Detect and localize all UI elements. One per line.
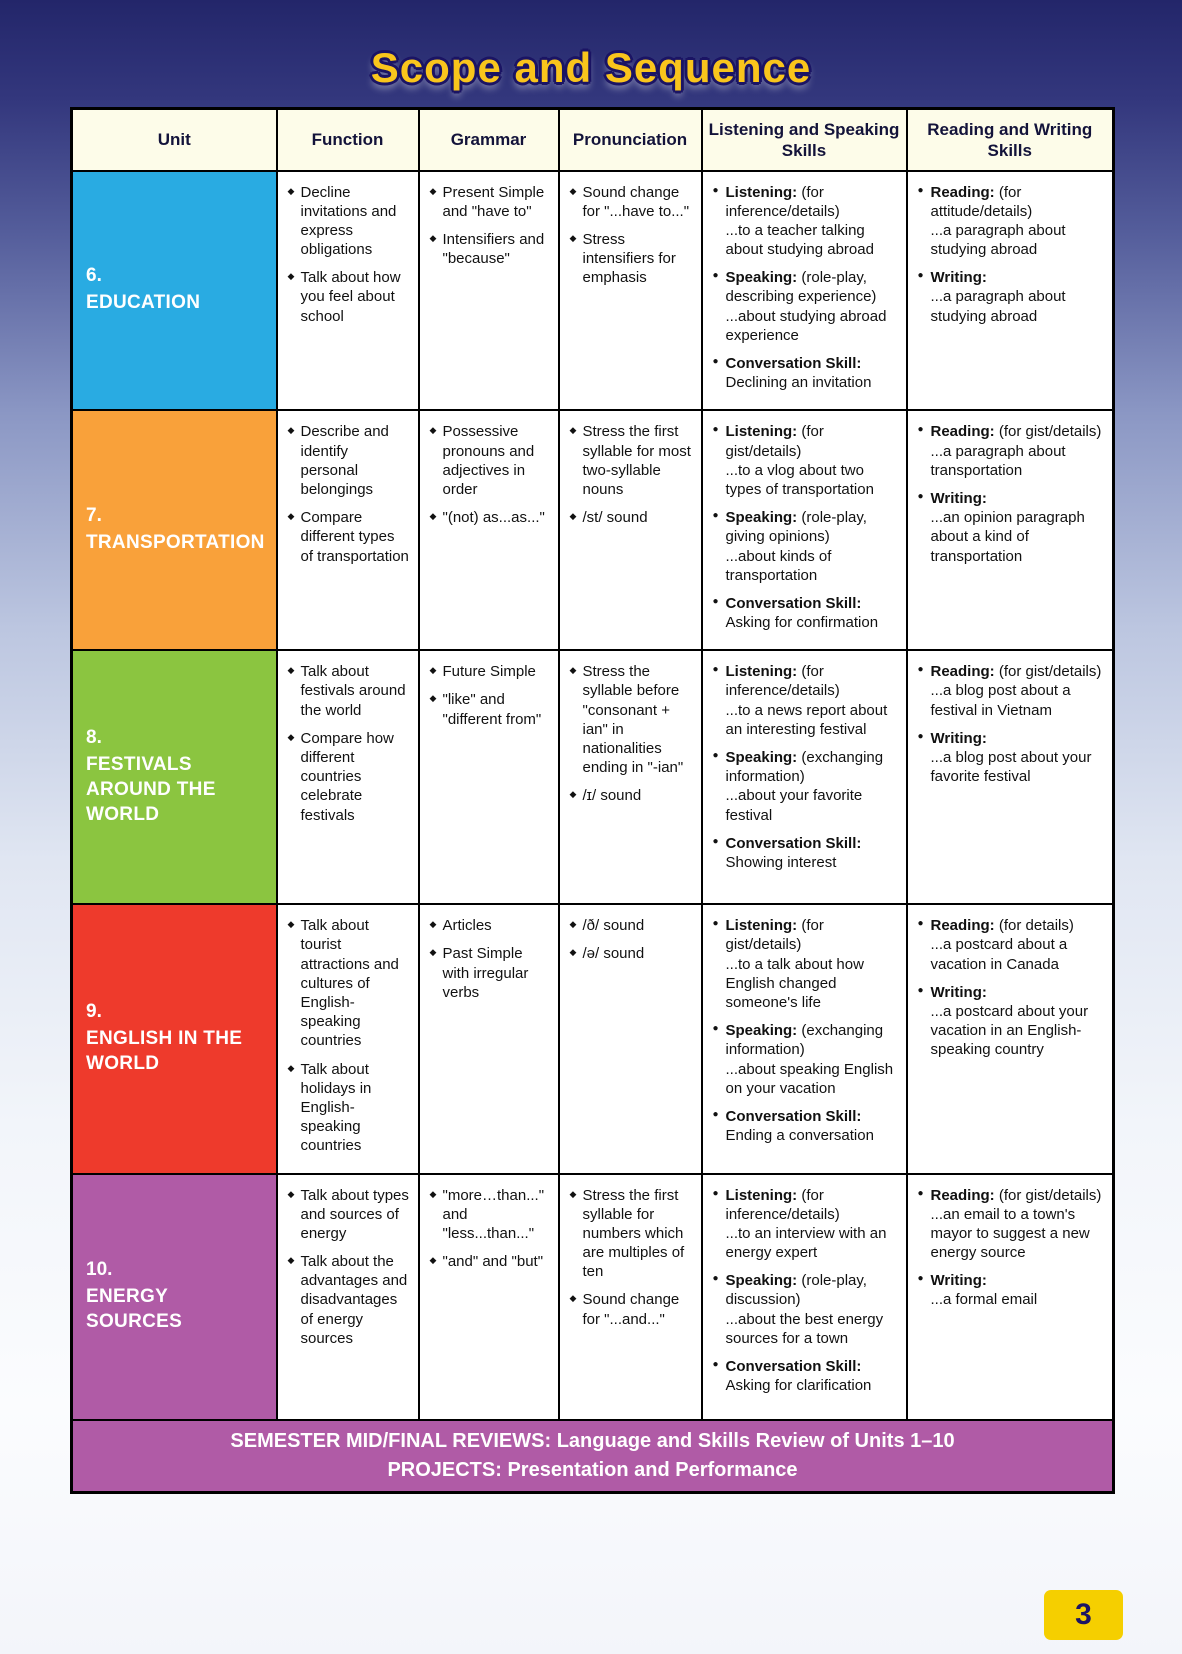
bullet-text: Stress intensifiers for emphasis xyxy=(582,230,676,287)
diamond-bullet-icon: ◆ xyxy=(429,665,437,676)
bullet-item xyxy=(288,183,410,260)
dot-bullet-icon: ● xyxy=(712,510,719,522)
skill-item xyxy=(918,1186,1105,1263)
bullet-text: /ð/ sound xyxy=(582,917,645,935)
unit-row xyxy=(72,650,1114,904)
diamond-bullet-icon: ◆ xyxy=(569,511,577,522)
skill-body: Showing interest xyxy=(725,853,837,871)
skill-item xyxy=(713,662,898,739)
bullet-text: Possessive pronouns and adjectives in order xyxy=(442,423,535,498)
skill-label: Conversation Skill: xyxy=(725,1107,862,1125)
diamond-bullet-icon: ◆ xyxy=(287,665,295,676)
col-header-listening-speaking: Listening and Speaking Skills xyxy=(702,109,907,171)
skill-body: Declining an invitation xyxy=(725,374,872,392)
dot-bullet-icon: ● xyxy=(712,750,719,761)
skill-item xyxy=(713,422,898,499)
bullet-text: Talk about the advantages and disadvantages of energy sources xyxy=(300,1253,408,1347)
skill-label: Listening: xyxy=(725,917,802,935)
skill-body: ...a paragraph about transportation xyxy=(930,442,1066,479)
skill-label: Speaking: xyxy=(725,509,802,527)
unit-name: TRANSPORTATION xyxy=(86,532,265,554)
skill-item xyxy=(918,729,1105,787)
skill-item xyxy=(713,1186,898,1263)
diamond-bullet-icon: ◆ xyxy=(429,425,437,436)
diamond-bullet-icon: ◆ xyxy=(429,1188,437,1199)
bullet-text: Future Simple xyxy=(442,663,536,681)
function-cell xyxy=(277,1174,419,1420)
dot-bullet-icon: ● xyxy=(712,1023,719,1035)
diamond-bullet-icon: ◆ xyxy=(287,919,295,930)
skill-body: ...a blog post about a festival in Vietnam xyxy=(930,682,1071,719)
diamond-bullet-icon: ◆ xyxy=(569,232,577,243)
skill-item xyxy=(713,1021,898,1098)
function-cell xyxy=(277,171,419,411)
unit-row xyxy=(72,410,1114,650)
skill-label: Reading: xyxy=(930,183,999,201)
bullet-item xyxy=(430,230,550,268)
unit-name: FESTIVALS AROUND THE WORLD xyxy=(86,754,216,826)
skill-item xyxy=(713,748,898,825)
reading-writing-cell xyxy=(907,650,1114,904)
bullet-item xyxy=(288,1060,410,1156)
diamond-bullet-icon: ◆ xyxy=(569,185,577,196)
dot-bullet-icon: ● xyxy=(712,1273,719,1285)
skill-body: ...a postcard about your vacation in an English-speaking country xyxy=(930,1003,1089,1059)
skill-intro: (for details) xyxy=(998,917,1074,935)
skill-item xyxy=(918,983,1105,1060)
skill-body: Ending a conversation xyxy=(725,1127,874,1145)
bullet-item xyxy=(288,422,410,499)
bullet-item xyxy=(288,729,410,825)
dot-bullet-icon: ● xyxy=(712,595,719,607)
bullet-item xyxy=(570,183,693,221)
dot-bullet-icon: ● xyxy=(712,184,719,196)
bullet-text: Sound change for "...and..." xyxy=(582,1291,680,1328)
skill-item xyxy=(713,183,898,260)
page-title: Scope and Sequence xyxy=(370,44,812,91)
skill-intro: (for gist/details) xyxy=(725,917,824,954)
reading-writing-cell xyxy=(907,904,1114,1173)
skill-item xyxy=(918,268,1105,326)
skill-label: Conversation Skill: xyxy=(725,1358,862,1375)
bullet-text: "like" and "different from" xyxy=(442,691,542,728)
bullet-text: Past Simple with irregular verbs xyxy=(442,945,529,1001)
bullet-item xyxy=(288,1186,410,1244)
review-row xyxy=(72,1420,1114,1493)
unit-row xyxy=(72,171,1114,411)
dot-bullet-icon: ● xyxy=(917,1273,924,1285)
dot-bullet-icon: ● xyxy=(712,424,719,436)
bullet-item xyxy=(570,422,693,499)
skill-item xyxy=(713,834,898,872)
diamond-bullet-icon: ◆ xyxy=(569,947,577,958)
dot-bullet-icon: ● xyxy=(712,918,719,930)
bullet-item xyxy=(430,662,550,681)
diamond-bullet-icon: ◆ xyxy=(429,919,437,930)
skill-label: Listening: xyxy=(725,663,802,681)
skill-label: Speaking: xyxy=(725,749,802,766)
pronunciation-cell xyxy=(559,904,702,1173)
semester-review-banner xyxy=(72,1420,1114,1493)
bullet-item xyxy=(430,1186,550,1244)
grammar-cell xyxy=(419,650,559,904)
function-cell xyxy=(277,650,419,904)
skill-intro: (role-play, describing experience) xyxy=(725,269,877,306)
dot-bullet-icon: ● xyxy=(917,730,924,742)
skill-item xyxy=(918,1271,1105,1309)
skill-label: Reading: xyxy=(930,423,999,441)
skill-body: ...to a teacher talking about studying abroad xyxy=(725,221,874,259)
skill-body: ...an email to a town's mayor to suggest a new energy source xyxy=(930,1205,1090,1262)
skill-body: ...a paragraph about studying abroad xyxy=(930,221,1066,259)
skill-item xyxy=(713,916,898,1012)
bullet-item xyxy=(570,944,693,963)
skill-label: Reading: xyxy=(930,1186,999,1204)
skill-label: Conversation Skill: xyxy=(725,594,862,612)
bullet-text: "and" and "but" xyxy=(442,1253,544,1271)
diamond-bullet-icon: ◆ xyxy=(287,425,295,436)
skill-intro: (for inference/details) xyxy=(725,1186,840,1223)
dot-bullet-icon: ● xyxy=(917,424,924,436)
bullet-text: /st/ sound xyxy=(582,509,648,527)
col-header-unit: Unit xyxy=(72,109,277,171)
pronunciation-cell xyxy=(559,171,702,411)
skill-label: Reading: xyxy=(930,663,999,681)
diamond-bullet-icon: ◆ xyxy=(287,1255,295,1266)
listening-speaking-cell xyxy=(702,410,907,650)
grammar-cell xyxy=(419,1174,559,1420)
bullet-text: Stress the first syllable for most two-syllable nouns xyxy=(582,423,691,498)
skill-item xyxy=(713,1357,898,1395)
skill-label: Conversation Skill: xyxy=(725,355,862,372)
unit-cell xyxy=(72,1174,277,1420)
skill-body: ...about the best energy sources for a town xyxy=(725,1310,884,1347)
skill-body: ...to an interview with an energy expert xyxy=(725,1224,887,1262)
skill-body: ...to a talk about how English changed someone's life xyxy=(725,955,864,1011)
skill-intro: (exchanging information) xyxy=(725,1022,884,1059)
bullet-item xyxy=(288,508,410,566)
skill-item xyxy=(713,1271,898,1348)
bullet-item xyxy=(430,422,550,499)
bullet-item xyxy=(288,662,410,720)
diamond-bullet-icon: ◆ xyxy=(569,1293,577,1304)
skill-item xyxy=(713,508,898,585)
bullet-text: Articles xyxy=(442,917,492,935)
skill-intro: (for gist/details) xyxy=(998,663,1102,681)
skill-body: ...about your favorite festival xyxy=(725,787,863,824)
skill-intro: (role-play, giving opinions) xyxy=(725,509,867,546)
scope-sequence-table xyxy=(70,107,1115,1494)
reading-writing-cell xyxy=(907,1174,1114,1420)
skill-body: ...about speaking English on your vacation xyxy=(725,1060,894,1097)
pronunciation-cell xyxy=(559,650,702,904)
skill-label: Speaking: xyxy=(725,1022,802,1040)
diamond-bullet-icon: ◆ xyxy=(569,665,577,676)
skill-intro: (for attitude/details) xyxy=(930,183,1033,220)
dot-bullet-icon: ● xyxy=(712,835,719,847)
dot-bullet-icon: ● xyxy=(917,918,924,930)
skill-label: Listening: xyxy=(725,1186,802,1204)
skill-label: Writing: xyxy=(930,269,987,287)
dot-bullet-icon: ● xyxy=(917,490,924,502)
dot-bullet-icon: ● xyxy=(917,184,924,196)
function-cell xyxy=(277,904,419,1173)
listening-speaking-cell xyxy=(702,1174,907,1420)
listening-speaking-cell xyxy=(702,904,907,1173)
skill-body: ...an opinion paragraph about a kind of transportation xyxy=(930,509,1085,565)
bullet-text: Compare how different countries celebrate festivals xyxy=(300,729,394,824)
skill-item xyxy=(918,489,1105,566)
bullet-item xyxy=(288,268,410,326)
listening-speaking-cell xyxy=(702,650,907,904)
dot-bullet-icon: ● xyxy=(917,664,924,676)
skill-item xyxy=(918,662,1105,720)
diamond-bullet-icon: ◆ xyxy=(287,511,295,522)
dot-bullet-icon: ● xyxy=(712,1108,719,1120)
bullet-text: Talk about how you feel about school xyxy=(300,269,401,325)
unit-cell xyxy=(72,410,277,650)
diamond-bullet-icon: ◆ xyxy=(287,271,295,282)
skill-body: ...about kinds of transportation xyxy=(725,547,832,584)
skill-label: Conversation Skill: xyxy=(725,834,862,852)
diamond-bullet-icon: ◆ xyxy=(569,789,577,800)
dot-bullet-icon: ● xyxy=(917,1187,924,1199)
unit-name: EDUCATION xyxy=(86,292,201,314)
skill-label: Writing: xyxy=(930,489,987,507)
bullet-text: Intensifiers and "because" xyxy=(442,230,545,268)
dot-bullet-icon: ● xyxy=(712,1359,719,1370)
bullet-item xyxy=(570,662,693,777)
diamond-bullet-icon: ◆ xyxy=(287,185,295,196)
diamond-bullet-icon: ◆ xyxy=(287,1062,295,1073)
skill-intro: (for gist/details) xyxy=(998,1186,1102,1204)
diamond-bullet-icon: ◆ xyxy=(569,1188,577,1199)
diamond-bullet-icon: ◆ xyxy=(287,1188,295,1199)
header-row xyxy=(72,109,1114,171)
grammar-cell xyxy=(419,904,559,1173)
diamond-bullet-icon: ◆ xyxy=(429,511,437,522)
unit-row xyxy=(72,904,1114,1173)
bullet-item xyxy=(430,1252,550,1271)
skill-body: ...a paragraph about studying abroad xyxy=(930,288,1066,325)
skill-intro: (for inference/details) xyxy=(725,183,840,220)
bullet-text: Present Simple and "have to" xyxy=(442,183,545,220)
skill-item xyxy=(713,594,898,632)
diamond-bullet-icon: ◆ xyxy=(429,693,437,704)
unit-cell xyxy=(72,904,277,1173)
skill-intro: (exchanging information) xyxy=(725,749,884,786)
dot-bullet-icon: ● xyxy=(712,270,719,282)
projects-line: PROJECTS: Presentation and Performance xyxy=(387,1458,798,1481)
skill-intro: (for inference/details) xyxy=(725,663,840,700)
grammar-cell xyxy=(419,171,559,411)
skill-body: ...a formal email xyxy=(930,1291,1038,1309)
unit-cell xyxy=(72,650,277,904)
skill-item xyxy=(713,1107,898,1145)
bullet-text: Talk about holidays in English-speaking countries xyxy=(300,1060,372,1155)
skill-item xyxy=(918,916,1105,974)
grammar-cell xyxy=(419,410,559,650)
function-cell xyxy=(277,410,419,650)
page-number: 3 xyxy=(1075,1598,1092,1631)
diamond-bullet-icon: ◆ xyxy=(429,947,437,958)
skill-body: Asking for clarification xyxy=(725,1377,872,1395)
skill-body: ...to a news report about an interesting festival xyxy=(725,701,888,738)
pronunciation-cell xyxy=(559,1174,702,1420)
dot-bullet-icon: ● xyxy=(917,984,924,996)
bullet-item xyxy=(570,1186,693,1282)
unit-number: 10. xyxy=(86,1258,113,1280)
skill-item xyxy=(918,183,1105,260)
review-line: SEMESTER MID/FINAL REVIEWS: Language and Skills Review of Units 1–10 xyxy=(230,1429,955,1452)
bullet-text: Describe and identify personal belongings xyxy=(300,423,389,498)
diamond-bullet-icon: ◆ xyxy=(569,919,577,930)
skill-label: Writing: xyxy=(930,729,987,747)
pronunciation-cell xyxy=(559,410,702,650)
bullet-item xyxy=(570,508,693,527)
skill-body: ...a blog post about your favorite festival xyxy=(930,749,1092,786)
col-header-reading-writing: Reading and Writing Skills xyxy=(907,109,1114,171)
bullet-item xyxy=(570,916,693,935)
diamond-bullet-icon: ◆ xyxy=(429,1255,437,1266)
bullet-item xyxy=(430,183,550,221)
listening-speaking-cell xyxy=(702,171,907,411)
diamond-bullet-icon: ◆ xyxy=(429,185,437,196)
bullet-item xyxy=(570,230,693,288)
bullet-text: "(not) as...as..." xyxy=(442,509,545,527)
unit-cell xyxy=(72,171,277,411)
bullet-item xyxy=(430,944,550,1002)
bullet-text: /ə/ sound xyxy=(582,945,645,963)
bullet-text: Decline invitations and express obligations xyxy=(300,183,397,259)
skill-label: Writing: xyxy=(930,1272,987,1290)
skill-label: Reading: xyxy=(930,917,999,935)
dot-bullet-icon: ● xyxy=(712,1187,719,1199)
unit-number: 8. xyxy=(86,727,102,749)
skill-body: Asking for confirmation xyxy=(725,614,879,632)
unit-name: ENERGY SOURCES xyxy=(86,1285,183,1332)
bullet-text: Stress the syllable before "consonant + ian" in nationalities ending in "-ian" xyxy=(582,663,684,777)
col-header-function: Function xyxy=(277,109,419,171)
unit-row xyxy=(72,1174,1114,1420)
bullet-text: /ɪ/ sound xyxy=(582,787,642,805)
bullet-text: "more…than..." and "less...than..." xyxy=(442,1186,545,1242)
skill-intro: (for gist/details) xyxy=(725,423,824,460)
unit-number: 9. xyxy=(86,1001,102,1023)
bullet-item xyxy=(570,1290,693,1328)
dot-bullet-icon: ● xyxy=(712,356,719,367)
bullet-item xyxy=(430,508,550,527)
skill-intro: (for gist/details) xyxy=(998,423,1102,441)
dot-bullet-icon: ● xyxy=(917,270,924,282)
unit-number: 7. xyxy=(86,505,102,527)
skill-body: ...a postcard about a vacation in Canada xyxy=(930,936,1068,973)
col-header-pronunciation: Pronunciation xyxy=(559,109,702,171)
bullet-text: Talk about tourist attractions and cultures of English-speaking countries xyxy=(300,917,399,1050)
bullet-text: Talk about types and sources of energy xyxy=(300,1186,409,1242)
skill-item xyxy=(918,422,1105,480)
skill-item xyxy=(713,268,898,345)
col-header-grammar: Grammar xyxy=(419,109,559,171)
skill-item xyxy=(713,354,898,392)
bullet-item xyxy=(430,916,550,935)
bullet-item xyxy=(288,1252,410,1348)
bullet-item xyxy=(288,916,410,1050)
skill-body: ...to a vlog about two types of transportation xyxy=(725,461,874,498)
skill-label: Listening: xyxy=(725,183,802,201)
diamond-bullet-icon: ◆ xyxy=(287,731,295,742)
dot-bullet-icon: ● xyxy=(712,664,719,676)
bullet-item xyxy=(430,690,550,728)
reading-writing-cell xyxy=(907,171,1114,411)
skill-label: Speaking: xyxy=(725,1272,802,1290)
bullet-text: Talk about festivals around the world xyxy=(300,663,406,719)
bullet-text: Stress the first syllable for numbers which are multiples of ten xyxy=(582,1186,685,1281)
skill-body: ...about studying abroad experience xyxy=(725,307,887,344)
page-number-tab xyxy=(1044,1590,1123,1640)
bullet-text: Sound change for "...have to..." xyxy=(582,183,690,220)
bullet-text: Compare different types of transportation xyxy=(300,509,409,565)
unit-number: 6. xyxy=(86,265,102,287)
bullet-item xyxy=(570,786,693,805)
skill-label: Speaking: xyxy=(725,269,802,287)
diamond-bullet-icon: ◆ xyxy=(569,425,577,436)
skill-intro: (role-play, discussion) xyxy=(725,1272,867,1309)
reading-writing-cell xyxy=(907,410,1114,650)
skill-label: Writing: xyxy=(930,983,987,1001)
diamond-bullet-icon: ◆ xyxy=(429,232,437,243)
skill-label: Listening: xyxy=(725,423,802,441)
unit-name: ENGLISH IN THE WORLD xyxy=(86,1028,243,1075)
